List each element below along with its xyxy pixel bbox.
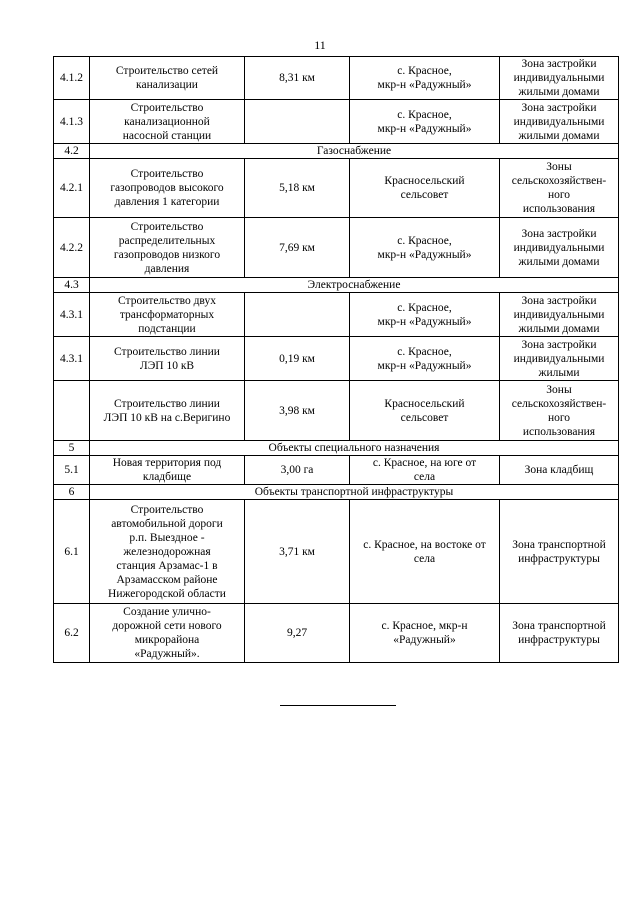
object-zone: Зоны сельскохозяйствен- ного использования xyxy=(500,381,619,441)
object-location: с. Красное, мкр-н «Радужный» xyxy=(350,218,500,278)
table-row xyxy=(54,456,619,485)
table-row xyxy=(54,57,619,100)
section-number: 4.3 xyxy=(54,278,90,293)
object-name: Строительство канализационной насосной станции xyxy=(90,100,245,144)
object-measure: 5,18 км xyxy=(245,159,350,218)
table-row xyxy=(54,337,619,381)
section-row xyxy=(54,278,619,293)
object-measure: 0,19 км xyxy=(245,337,350,381)
section-row xyxy=(54,144,619,159)
table-row xyxy=(54,500,619,604)
row-number: 4.1.3 xyxy=(54,100,90,144)
table-row xyxy=(54,381,619,441)
row-number xyxy=(54,381,90,441)
object-measure xyxy=(245,293,350,337)
section-number: 5 xyxy=(54,441,90,456)
object-name: Новая территория под кладбище xyxy=(90,456,245,485)
row-number: 4.2.2 xyxy=(54,218,90,278)
object-zone: Зона застройки индивидуальными жилыми домами xyxy=(500,100,619,144)
section-row xyxy=(54,485,619,500)
object-measure: 3,71 км xyxy=(245,500,350,604)
object-name: Строительство сетей канализации xyxy=(90,57,245,100)
object-zone: Зона кладбищ xyxy=(500,456,619,485)
object-name: Строительство автомобильной дороги р.п. Выездное - железнодорожная станция Арзамас-1 в Арзамасском районе Нижегородской области xyxy=(90,500,245,604)
object-name: Создание улично- дорожной сети нового микрорайона «Радужный». xyxy=(90,604,245,663)
object-name: Строительство двух трансформаторных подстанции xyxy=(90,293,245,337)
object-zone: Зона застройки индивидуальными жилыми домами xyxy=(500,57,619,100)
row-number: 5.1 xyxy=(54,456,90,485)
section-row xyxy=(54,441,619,456)
section-title: Объекты транспортной инфраструктуры xyxy=(90,485,619,500)
row-number: 6.2 xyxy=(54,604,90,663)
object-location: Красносельский сельсовет xyxy=(350,159,500,218)
section-title: Газоснабжение xyxy=(90,144,619,159)
object-location: с. Красное, мкр-н «Радужный» xyxy=(350,57,500,100)
table-row xyxy=(54,159,619,218)
object-zone: Зоны сельскохозяйствен- ного использования xyxy=(500,159,619,218)
object-zone: Зона транспортной инфраструктуры xyxy=(500,604,619,663)
object-zone: Зона застройки индивидуальными жилыми xyxy=(500,337,619,381)
object-location: с. Красное, на юге от села xyxy=(350,456,500,485)
row-number: 4.3.1 xyxy=(54,337,90,381)
section-title: Электроснабжение xyxy=(90,278,619,293)
section-number: 4.2 xyxy=(54,144,90,159)
section-number: 6 xyxy=(54,485,90,500)
object-zone: Зона транспортной инфраструктуры xyxy=(500,500,619,604)
object-name: Строительство линии ЛЭП 10 кВ xyxy=(90,337,245,381)
object-location: с. Красное, мкр-н «Радужный» xyxy=(350,293,500,337)
object-location: с. Красное, мкр-н «Радужный» xyxy=(350,337,500,381)
object-measure xyxy=(245,100,350,144)
table-row xyxy=(54,604,619,663)
table-row xyxy=(54,218,619,278)
object-zone: Зона застройки индивидуальными жилыми домами xyxy=(500,218,619,278)
row-number: 6.1 xyxy=(54,500,90,604)
row-number: 4.1.2 xyxy=(54,57,90,100)
object-measure: 9,27 xyxy=(245,604,350,663)
table-row xyxy=(54,293,619,337)
object-measure: 7,69 км xyxy=(245,218,350,278)
page-number: 11 xyxy=(314,38,326,52)
object-name: Строительство распределительных газопроводов низкого давления xyxy=(90,218,245,278)
table-row xyxy=(54,100,619,144)
section-title: Объекты специального назначения xyxy=(90,441,619,456)
object-location: с. Красное, мкр-н «Радужный» xyxy=(350,604,500,663)
object-location: Красносельский сельсовет xyxy=(350,381,500,441)
object-measure: 3,98 км xyxy=(245,381,350,441)
object-name: Строительство газопроводов высокого давления 1 категории xyxy=(90,159,245,218)
object-measure: 8,31 км xyxy=(245,57,350,100)
planning-objects-table xyxy=(53,56,619,663)
object-location: с. Красное, мкр-н «Радужный» xyxy=(350,100,500,144)
object-zone: Зона застройки индивидуальными жилыми домами xyxy=(500,293,619,337)
row-number: 4.2.1 xyxy=(54,159,90,218)
object-measure: 3,00 га xyxy=(245,456,350,485)
separator-line xyxy=(280,705,396,706)
row-number: 4.3.1 xyxy=(54,293,90,337)
object-location: с. Красное, на востоке от села xyxy=(350,500,500,604)
object-name: Строительство линии ЛЭП 10 кВ на с.Веригино xyxy=(90,381,245,441)
